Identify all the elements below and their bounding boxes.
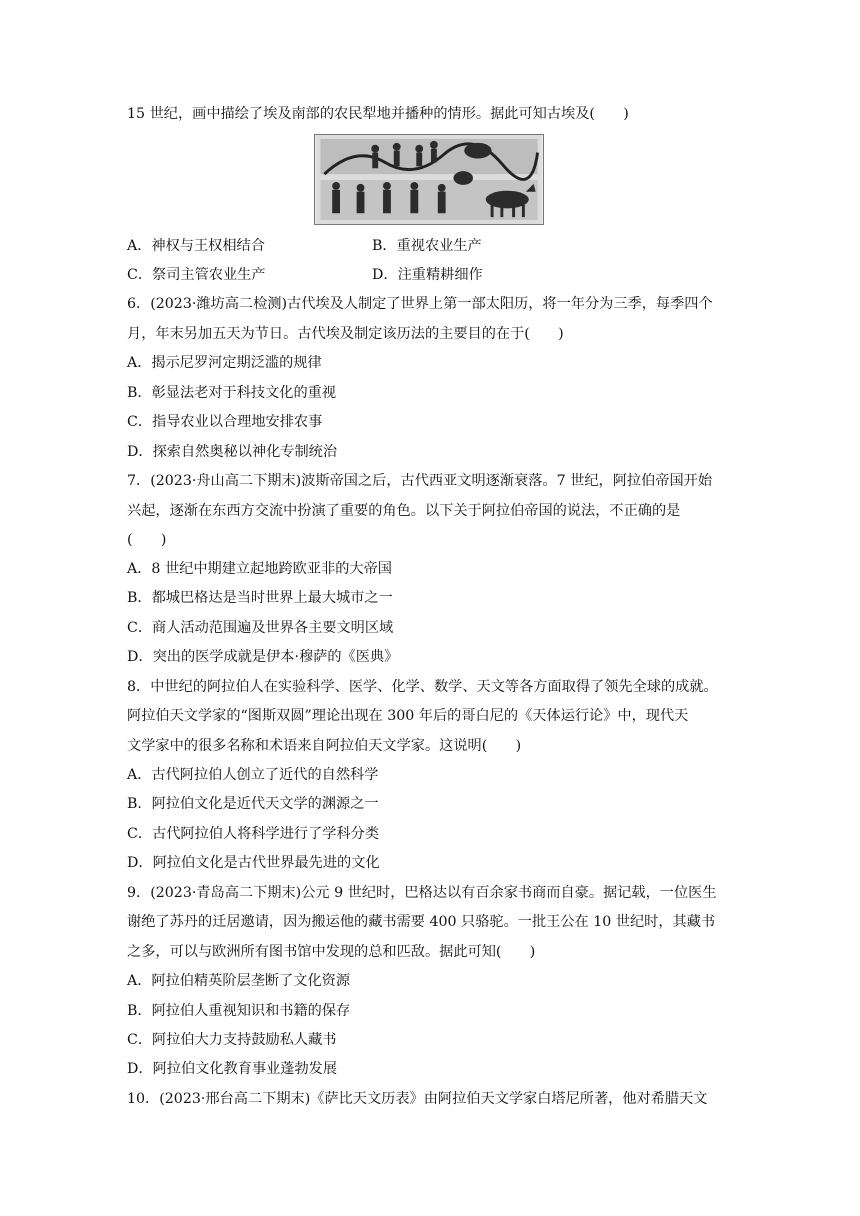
q7-stem-line: 兴起，逐渐在东西方交流中扮演了重要的角色。以下关于阿拉伯帝国的说法，不正确的是 (127, 503, 681, 519)
q10-stem-line: 10．(2023·邢台高二下期末)《萨比天文历表》由阿拉伯天文学家白塔尼所著，他对希腊天文 (127, 1091, 708, 1107)
q9-stem-line: 谢绝了苏丹的迁居邀请，因为搬运他的藏书需要 400 只骆驼。一批王公在 10 世纪时，其藏书 (127, 914, 716, 930)
q9-stem-line: 之多，可以与欧洲所有图书馆中发现的总和匹敌。据此可知( ) (127, 944, 536, 960)
q9-option-a: A．阿拉伯精英阶层垄断了文化资源 (127, 973, 351, 989)
q7-stem-line: ( ) (127, 532, 167, 548)
q5-option-d: D．注重精耕细作 (372, 267, 483, 283)
q8-option-b: B．阿拉伯文化是近代天文学的渊源之一 (127, 796, 379, 812)
question-5-stem-tail: 15 世纪，画中描绘了埃及南部的农民犁地并播种的情形。据此可知古埃及( ) (127, 106, 629, 122)
q8-option-a: A．古代阿拉伯人创立了近代的自然科学 (127, 767, 379, 783)
q7-stem-line: 7．(2023·舟山高二下期末)波斯帝国之后，古代西亚文明逐渐衰落。7 世纪，阿拉伯帝国开始 (127, 473, 713, 489)
q9-option-b: B．阿拉伯人重视知识和书籍的保存 (127, 1003, 351, 1019)
q7-option-b: B．都城巴格达是当时世界上最大城市之一 (127, 590, 393, 606)
q6-option-d: D．探索自然奥秘以神化专制统治 (127, 444, 338, 460)
q6-option-c: C．指导农业以合理地安排农事 (127, 414, 323, 430)
q6-stem-line: 6．(2023·潍坊高二检测)古代埃及人制定了世界上第一部太阳历，将一年分为三季，每季四个 (127, 296, 713, 312)
q8-stem-line: 阿拉伯天文学家的“图斯双圆”理论出现在 300 年后的哥白尼的《天体运行论》中，现代天 (127, 708, 689, 724)
q8-stem-line: 文学家中的很多名称和术语来自阿拉伯天文学家。这说明( ) (127, 738, 522, 754)
q5-option-b: B．重视农业生产 (372, 238, 482, 254)
q5-option-a: A．神权与王权相结合 (127, 238, 265, 254)
q7-option-c: C．商人活动范围遍及世界各主要文明区域 (127, 620, 394, 636)
q9-option-d: D．阿拉伯文化教育事业蓬勃发展 (127, 1061, 338, 1077)
q5-option-c: C．祭司主管农业生产 (127, 267, 266, 283)
q8-option-d: D．阿拉伯文化是古代世界最先进的文化 (127, 855, 380, 871)
q7-option-a: A．8 世纪中期建立起地跨欧亚非的大帝国 (127, 561, 392, 577)
q8-option-c: C．古代阿拉伯人将科学进行了学科分类 (127, 826, 380, 842)
q9-stem-line: 9．(2023·青岛高二下期末)公元 9 世纪时，巴格达以有百余家书商而自豪。据记载，一位医生 (127, 885, 717, 901)
egyptian-farming-relief-image (314, 134, 544, 225)
q7-option-d: D．突出的医学成就是伊本·穆萨的《医典》 (127, 649, 399, 665)
q8-stem-line: 8．中世纪的阿拉伯人在实验科学、医学、化学、数学、天文等各方面取得了领先全球的成就。 (127, 679, 718, 695)
q6-option-b: B．彰显法老对于科技文化的重视 (127, 385, 337, 401)
q9-option-c: C．阿拉伯大力支持鼓励私人藏书 (127, 1032, 337, 1048)
q6-option-a: A．揭示尼罗河定期泛滥的规律 (127, 355, 322, 371)
q6-stem-line: 月，年末另加五天为节日。古代埃及制定该历法的主要目的在于( ) (127, 326, 564, 342)
